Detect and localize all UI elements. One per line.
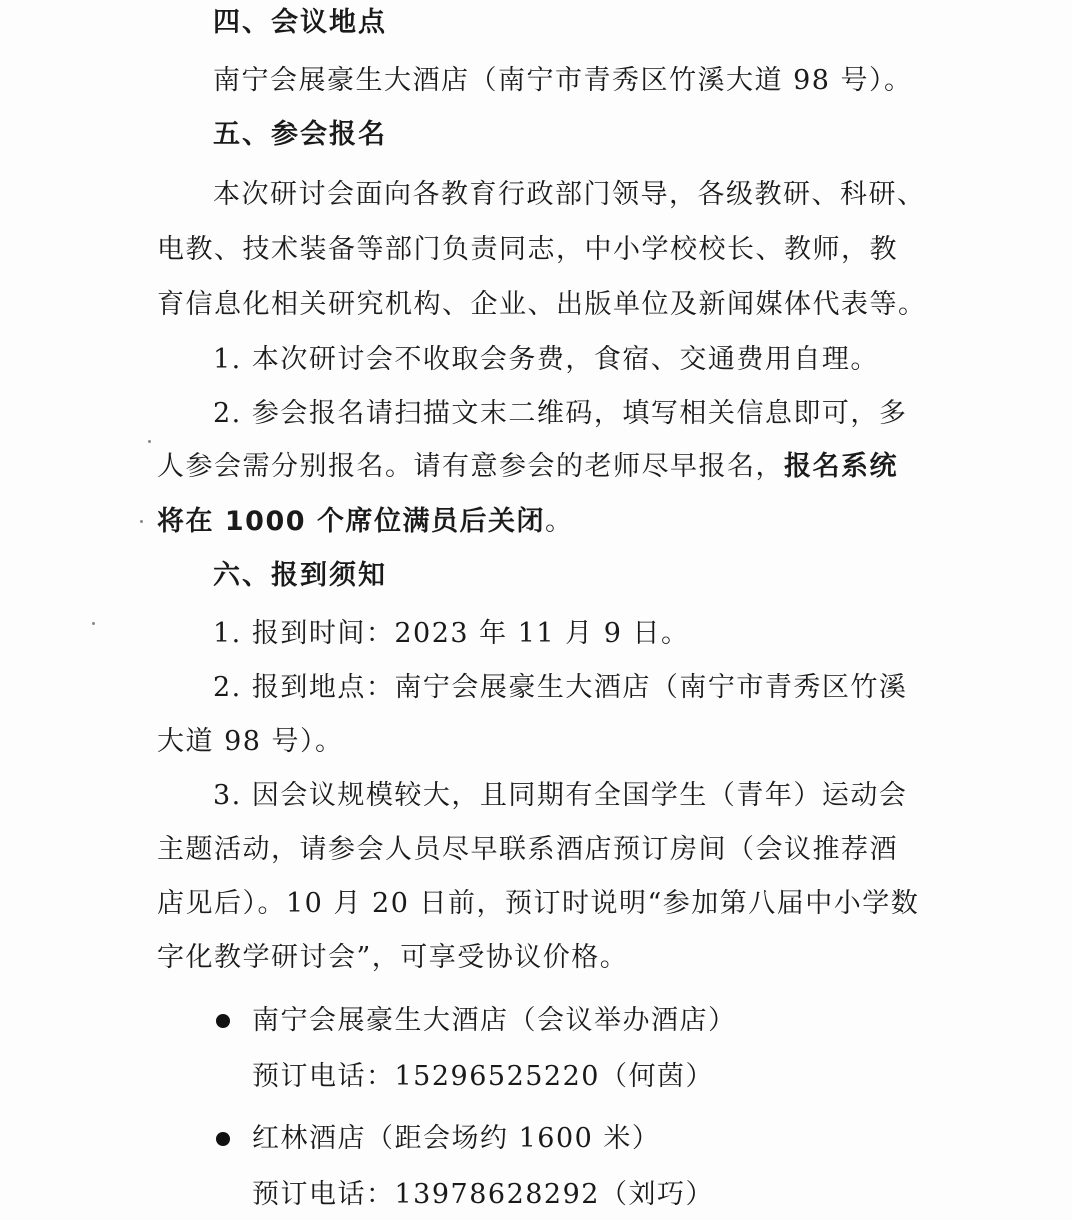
section-heading-registration: 五、参会报名 (213, 119, 387, 150)
bullet-icon (216, 1132, 230, 1146)
registration-item-2-line: 2. 参会报名请扫描文末二维码，填写相关信息即可，多 (213, 398, 908, 429)
hotel-name: 南宁会展豪生大酒店（会议举办酒店） (252, 1005, 737, 1036)
section-heading-venue: 四、会议地点 (213, 7, 387, 38)
scan-speck (140, 520, 143, 523)
registration-item-2-end: 。 (544, 506, 574, 537)
hotel-phone: 预订电话：15296525220（何茵） (252, 1061, 714, 1092)
checkin-place-line: 2. 报到地点：南宁会展豪生大酒店（南宁市青秀区竹溪 (213, 672, 908, 703)
registration-para-line: 电教、技术装备等部门负责同志，中小学校校长、教师，教 (157, 234, 898, 265)
registration-item-2-text: 人参会需分别报名。请有意参会的老师尽早报名， (157, 451, 784, 482)
hotel-name: 红林酒店（距会场约 1600 米） (252, 1123, 661, 1154)
registration-item-2-line (157, 450, 907, 484)
registration-para-line: 本次研讨会面向各教育行政部门领导，各级教研、科研、 (213, 179, 926, 210)
scan-speck (92, 622, 95, 625)
registration-item-1: 1. 本次研讨会不收取会务费，食宿、交通费用自理。 (213, 344, 879, 375)
registration-closing-notice: 将在 1000 个席位满员后关闭 (157, 506, 545, 537)
venue-text: 南宁会展豪生大酒店（南宁市青秀区竹溪大道 98 号）。 (213, 65, 913, 96)
bullet-icon (216, 1014, 230, 1028)
registration-para-line: 育信息化相关研究机构、企业、出版单位及新闻媒体代表等。 (157, 289, 927, 320)
checkin-note-line: 店见后）。10 月 20 日前，预订时说明“参加第八届中小学数 (157, 888, 920, 919)
scan-speck (148, 440, 151, 443)
section-heading-checkin: 六、报到须知 (213, 560, 387, 591)
registration-item-2-line (157, 505, 907, 539)
registration-closing-notice: 报名系统 (784, 451, 898, 482)
checkin-time: 1. 报到时间：2023 年 11 月 9 日。 (213, 618, 690, 649)
hotel-phone: 预订电话：13978628292（刘巧） (252, 1179, 714, 1210)
checkin-place-line: 大道 98 号）。 (157, 726, 344, 757)
checkin-note-line: 字化教学研讨会”，可享受协议价格。 (157, 942, 629, 973)
checkin-note-line: 主题活动，请参会人员尽早联系酒店预订房间（会议推荐酒 (157, 834, 898, 865)
checkin-note-line: 3. 因会议规模较大，且同期有全国学生（青年）运动会 (213, 780, 908, 811)
